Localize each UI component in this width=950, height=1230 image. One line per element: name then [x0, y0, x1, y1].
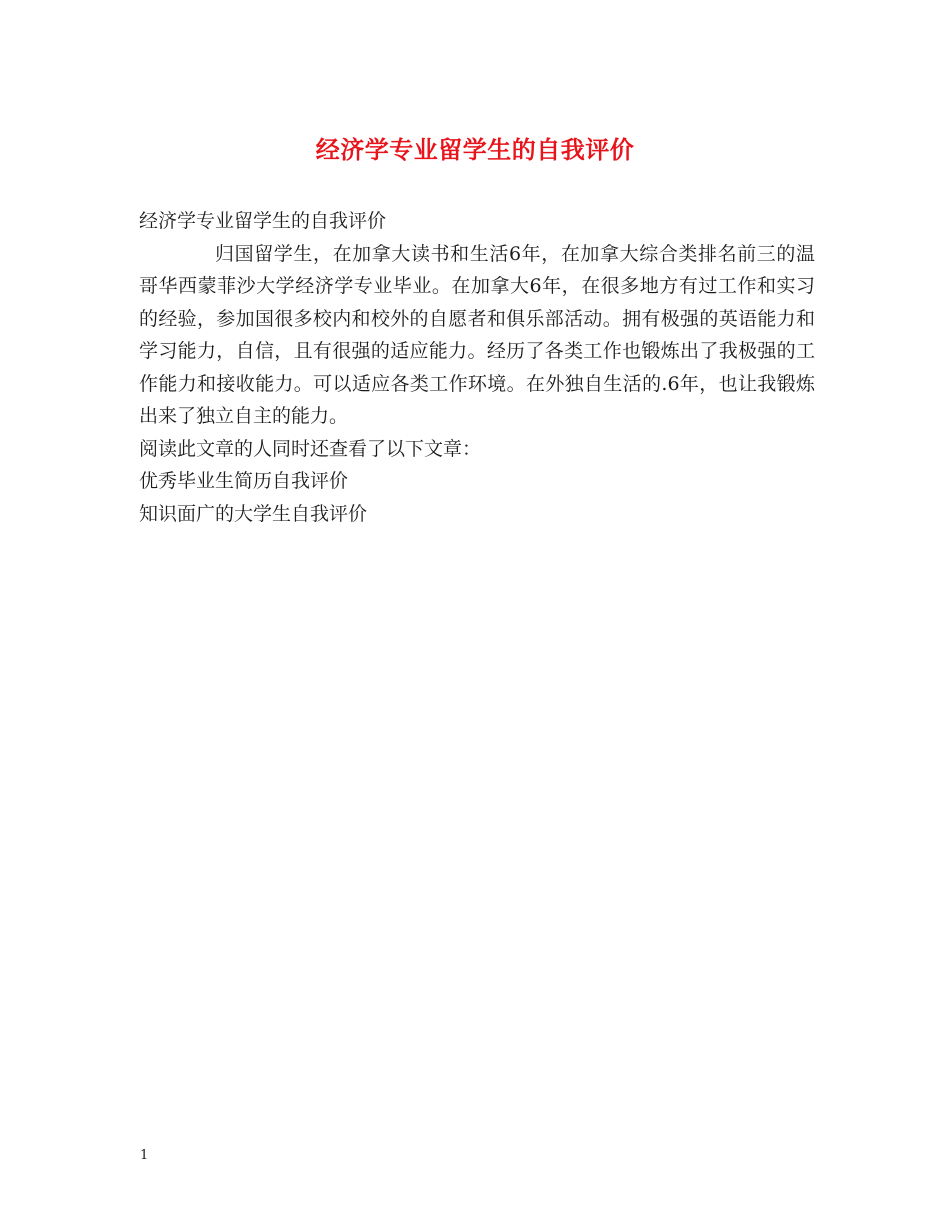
- document-title: 经济学专业留学生的自我评价: [315, 135, 635, 164]
- document-subtitle: 经济学专业留学生的自我评价: [139, 210, 387, 232]
- body-paragraph: 归国留学生，在加拿大读书和生活6年，在加拿大综合类排名前三的温哥华西蒙菲沙大学经济学专业毕业。在加拿大6年，在很多地方有过工作和实习的经验，参加国很多校内和校外的自愿者和俱乐部活动。拥有极强的英语能力和学习能力，自信，且有很强的适应能力。经历了各类工作也锻炼出了我极强的工作能力和接收能力。可以适应各类工作环境。在外独自生活的.6年，也让我锻炼出来了独立自主的能力。: [139, 242, 815, 427]
- page-number: 1: [140, 1148, 149, 1163]
- document-body: [139, 205, 815, 530]
- related-article-link[interactable]: 知识面广的大学生自我评价: [139, 502, 368, 525]
- related-articles-heading: 阅读此文章的人同时还查看了以下文章：: [139, 437, 482, 460]
- related-article-link[interactable]: 优秀毕业生简历自我评价: [139, 470, 349, 492]
